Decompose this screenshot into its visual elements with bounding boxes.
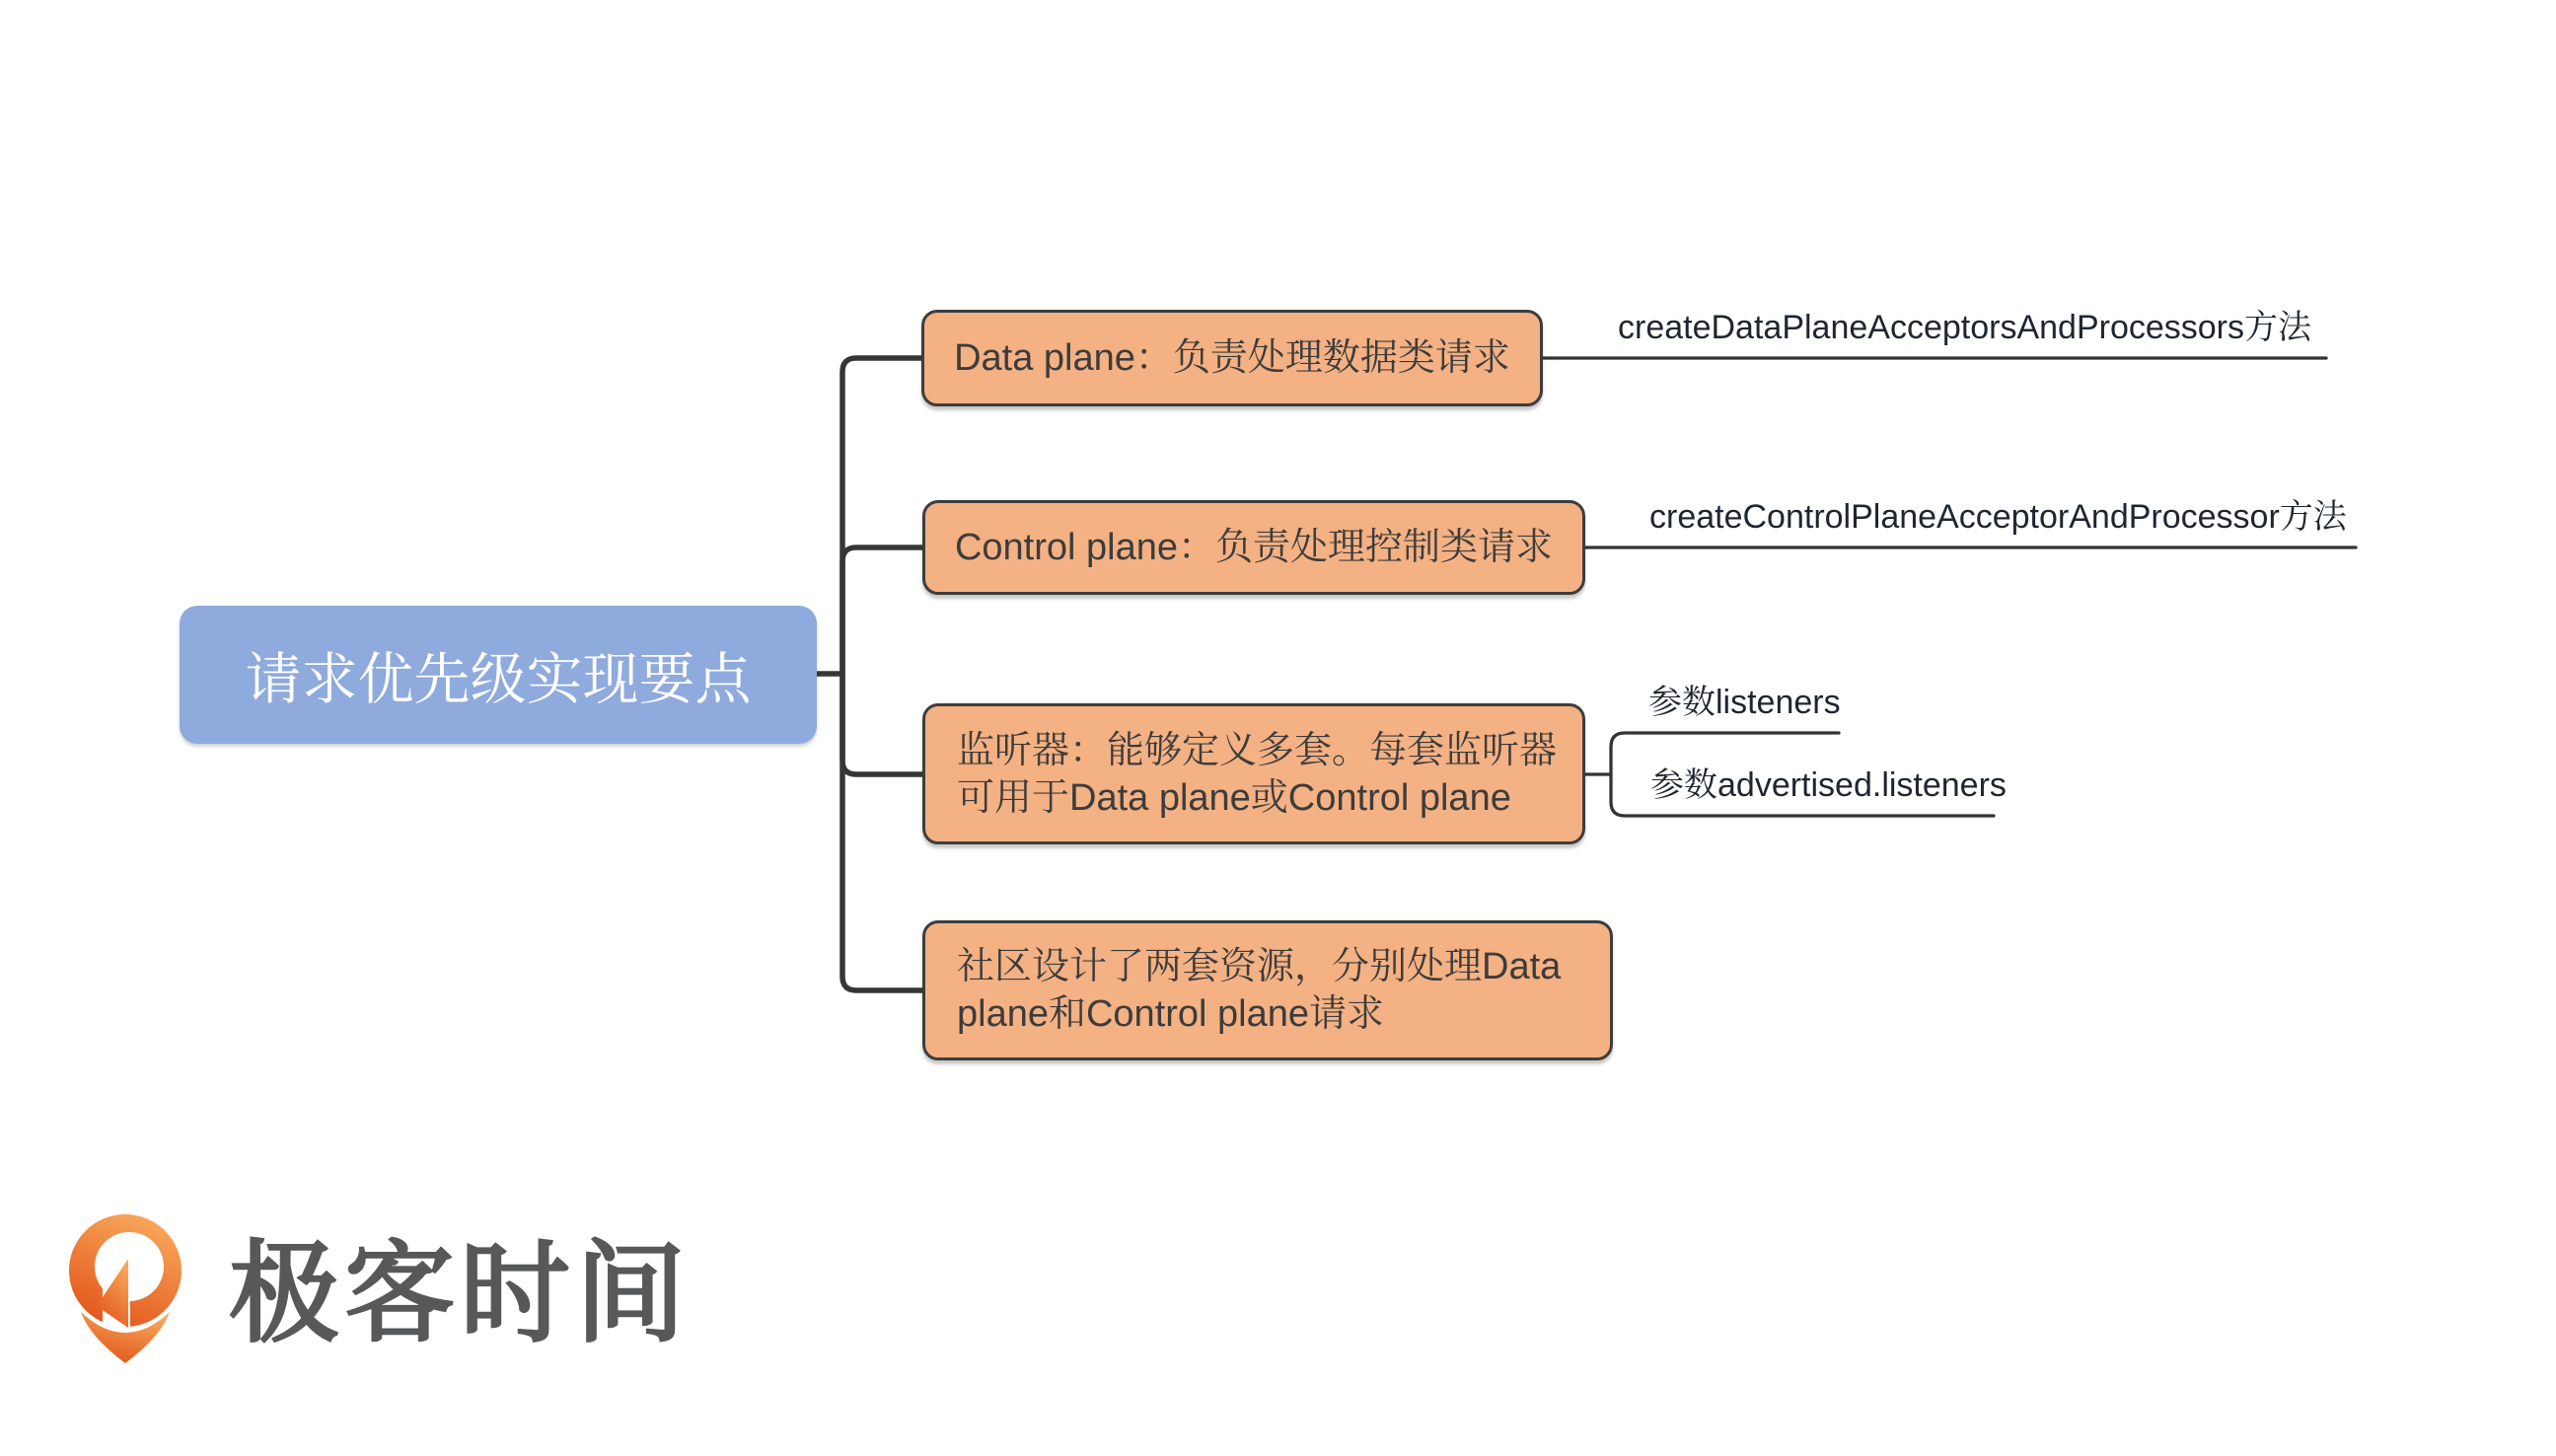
leaf-topic-param-listeners: 参数listeners	[1648, 684, 1841, 721]
leaf-topic-create-control-plane-method: createControlPlaneAcceptorAndProcessor方法	[1649, 498, 2347, 536]
branch-topic-label-line-2: plane和Control plane请求	[957, 993, 1385, 1035]
branch-topic-listeners	[922, 703, 1585, 844]
branch-topic-label-line-1: 社区设计了两套资源，分别处理Data	[957, 946, 1562, 987]
branch-topic-label: Control plane：负责处理控制类请求	[954, 527, 1554, 568]
root-topic	[180, 606, 817, 744]
branch-topic-community-resources	[922, 920, 1613, 1060]
leaf-topic-param-advertised-listeners: 参数advertised.listeners	[1650, 766, 2007, 804]
connector-root-to-branch-3	[842, 674, 922, 990]
leaf-topic-create-data-plane-method: createDataPlaneAcceptorsAndProcessors方法	[1618, 309, 2311, 346]
connector-root-to-branch-0	[842, 358, 921, 674]
branch-topic-label: Data plane：负责处理数据类请求	[954, 337, 1510, 379]
geektime-logo	[67, 1213, 758, 1411]
root-topic-label: 请求优先级实现要点	[245, 648, 752, 711]
connector-root-to-branch-2	[842, 674, 922, 774]
branch-topic-control-plane	[922, 500, 1585, 595]
geektime-logo-text: 极客时间	[229, 1232, 691, 1355]
geektime-logo-mark-icon	[67, 1213, 183, 1379]
branch-topic-label-line-1: 监听器：能够定义多套。每套监听器	[957, 729, 1558, 771]
connector-root-to-branch-1	[842, 547, 922, 674]
branch-topic-data-plane	[921, 310, 1543, 406]
branch-topic-label-line-2: 可用于Data plane或Control plane	[957, 776, 1511, 819]
